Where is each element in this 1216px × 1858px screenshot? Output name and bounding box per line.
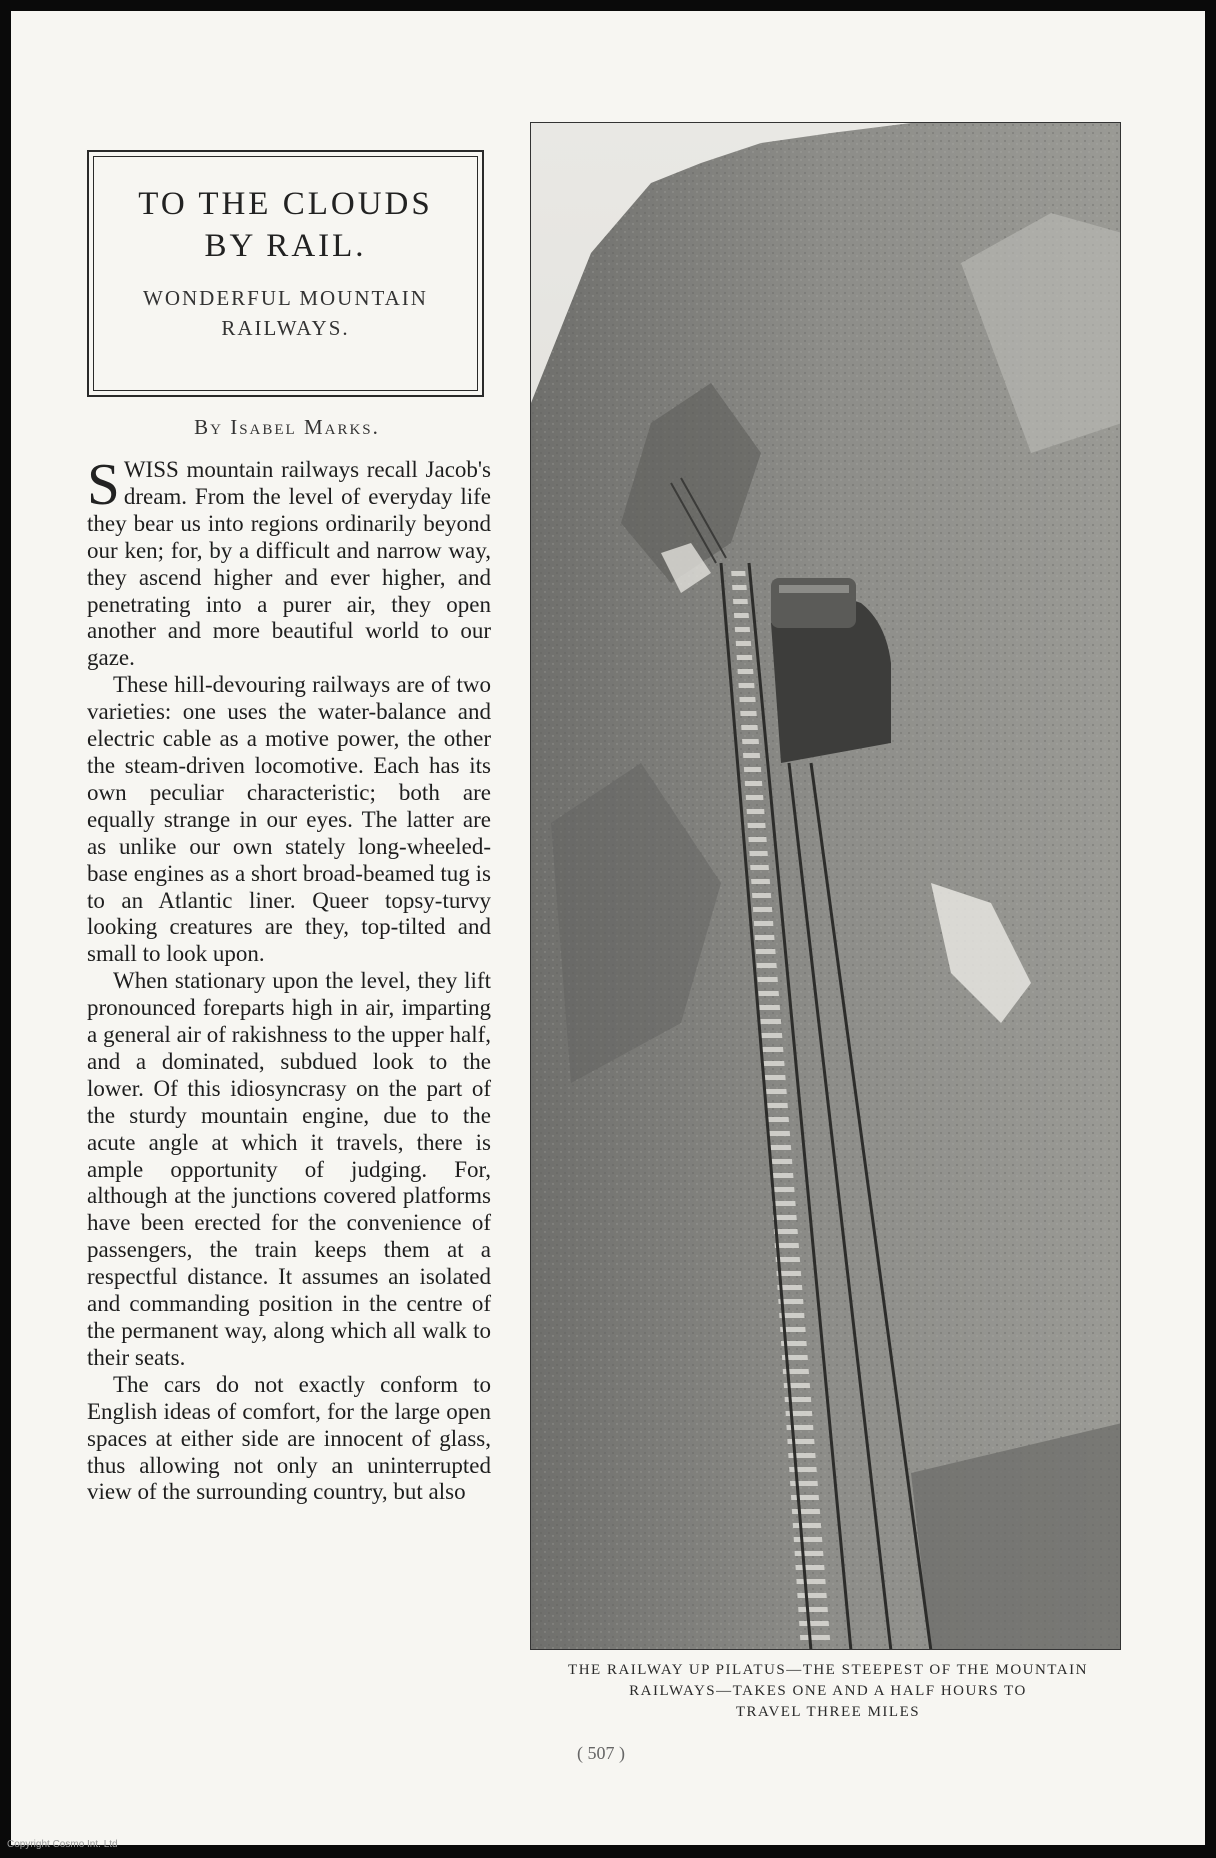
paragraph-4: The cars do not exactly conform to English ideas of comfort, for the large open spaces at either side are innocent of glass, thus allowing not only an uninterrupted view of the surrounding country, but also [87,1371,491,1505]
figure-caption [523,1660,1133,1723]
caption-line-1: THE RAILWAY UP PILATUS—THE STEEPEST OF THE MOUNTAIN [568,1662,1088,1678]
article-title-line-2: BY RAIL. [204,228,367,264]
drop-cap: S [87,451,120,517]
byline: By Isabel Marks. [194,415,380,439]
title-box [87,150,484,397]
article-body [87,451,491,1506]
caption-line-3: TRAVEL THREE MILES [735,1704,921,1720]
magazine-page [11,11,1205,1845]
paragraph-2: These hill-devouring railways are of two varieties: one uses the water-balance and electric cable as a motive power, the other the steam-driven locomotive. Each has its own peculiar characteristic; both are equally strange in our eyes. The latter are as unlike our own stately long-wheeled-base engines as a short broad-beamed tug is to an Atlantic liner. Queer topsy-turvy looking creatures are they, top-tilted and small to look upon. [87,672,491,967]
copyright-notice: Copyright Cosmo Int. Ltd [7,1839,118,1850]
mountain-railway-illustration [531,123,1121,1650]
article-title-line-1: TO THE CLOUDS [138,186,433,222]
paragraph-3: When stationary upon the level, they lift pronounced foreparts high in air, imparting a general air of rakishness to the upper half, and a dominated, subdued look to the lower. Of this idiosyncrasy on the part of the sturdy mountain engine, due to the acute angle at which it travels, there is ample opportunity of judging. For, although at the junctions covered platforms have been erected for the convenience of passengers, the train keeps them at a respectful distance. It assumes an isolated and commanding position in the centre of the permanent way, along which all walk to their seats. [87,968,491,1370]
page-number: ( 507 ) [577,1743,625,1763]
railcar-roof [779,585,849,593]
caption-line-2: RAILWAYS—TAKES ONE AND A HALF HOURS TO [629,1683,1027,1699]
article-subtitle-line-1: WONDERFUL MOUNTAIN [143,286,428,310]
article-subtitle-line-2: RAILWAYS. [221,316,350,340]
paragraph-1-text: WISS mountain railways recall Jacob's dream. From the level of everyday life they bear us into regions ordinarily beyond our ken; for, by a difficult and narrow way, they ascend higher and ever higher, and penetrating into a purer air, they open another and more beautiful world to our gaze. [87,457,491,671]
paragraph-1 [87,451,491,672]
pilatus-railway-photo [530,122,1121,1650]
